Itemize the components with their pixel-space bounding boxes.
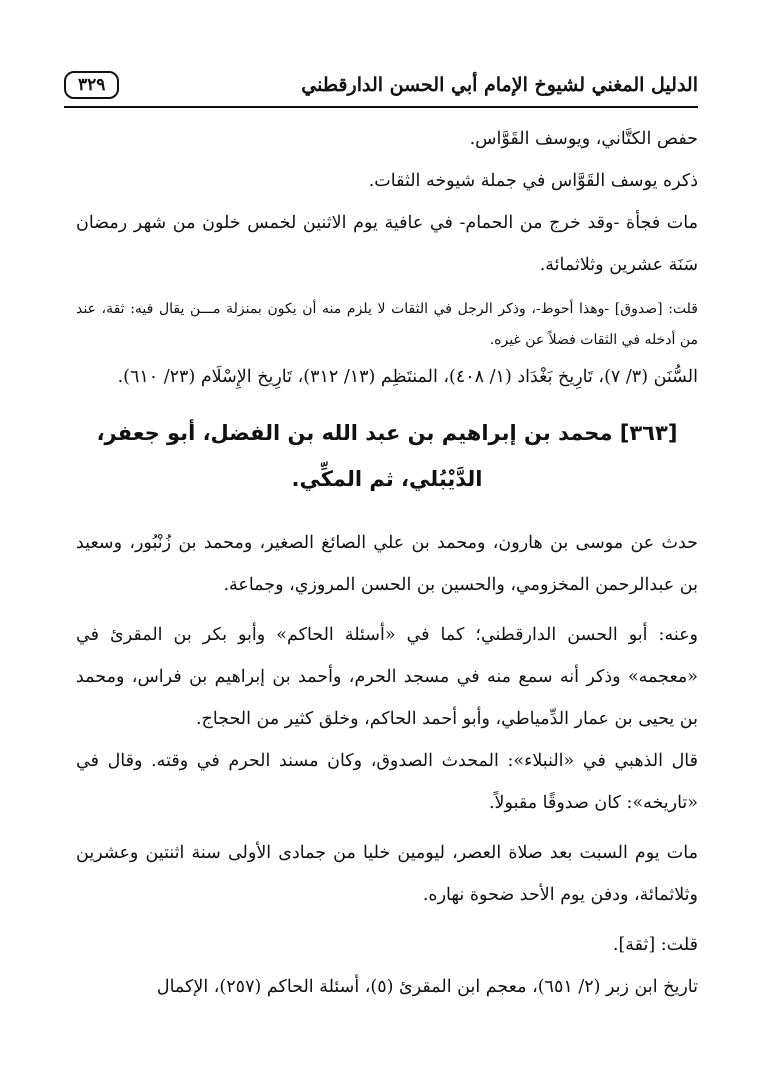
- running-title: الدليل المغني لشيوخ الإمام أبي الحسن الدارقطني: [301, 74, 698, 96]
- prev-entry-sources: السُّنَن (٣/ ٧)، تَارِيخ بَغْدَاد (١/ ٤٠٨)، المنتَظِم (١٣/ ٣١٢)، تَارِيخ الإِسْلَام (٢٣/ ٦١٠).: [117, 367, 698, 387]
- prev-entry-paragraph: ذكره يوسف القَوَّاس في جملة شيوخه الثقات.: [368, 171, 698, 191]
- entry-paragraph: وعنه: أبو الحسن الدارقطني؛ كما في «أسئلة الحاكم» وأبو بكر بن المقرئ في «معجمه» وذكر أنه سمع منه في مسجد الحرم، وأحمد بن إبراهيم بن فراس، ومحمد بن يحيى بن عمار الدِّمياطي، وأبو أحمد الحاكم، وخلق كثير من الحجاج.: [76, 625, 698, 729]
- prev-entry-paragraph: حفص الكتَّاني، ويوسف القَوَّاس.: [469, 129, 698, 149]
- prev-entry-note: قلت: [صدوق] -وهذا أحوط-، وذكر الرجل في الثقات لا يلزم منه أن يكون بمنزلة مـــن يقال فيه: ثقة، عند من أدخله في الثقات فضلاً عن غيره.: [76, 301, 698, 348]
- entry-note: قلت: [ثقة].: [612, 935, 698, 955]
- entry-heading: [٣٦٣] محمد بن إبراهيم بن عبد الله بن الفضل، أبو جعفر، الدَّيْبُلي، ثم المكِّي.: [96, 421, 678, 491]
- prev-entry-paragraph: مات فجأة -وقد خرج من الحمام- في عافية يوم الاثنين لخمس خلون من شهر رمضان سَنَة عشرين وثلاثمائة.: [76, 213, 698, 275]
- entry-paragraph: قال الذهبي في «النبلاء»: المحدث الصدوق، وكان مسند الحرم في وقته. وقال في «تاريخه»: كان صدوقًا مقبولاً.: [76, 751, 698, 813]
- entry-sources: تاريخ ابن زبر (٢/ ٦٥١)، معجم ابن المقرئ (٥)، أسئلة الحاكم (٢٥٧)، الإكمال: [156, 977, 698, 997]
- page-body: [76, 118, 698, 1008]
- entry-paragraph: حدث عن موسى بن هارون، ومحمد بن علي الصائغ الصغير، ومحمد بن زُنْبُور، وسعيد بن عبدالرحمن المخزومي، والحسين بن الحسن المروزي، وجماعة.: [76, 533, 698, 595]
- page-number: ٣٢٩: [64, 71, 119, 99]
- page-header: [64, 64, 698, 108]
- entry-paragraph: مات يوم السبت بعد صلاة العصر، ليومين خليا من جمادى الأولى سنة اثنتين وعشرين وثلاثمائة، ودفن يوم الأحد ضحوة نهاره.: [76, 843, 698, 905]
